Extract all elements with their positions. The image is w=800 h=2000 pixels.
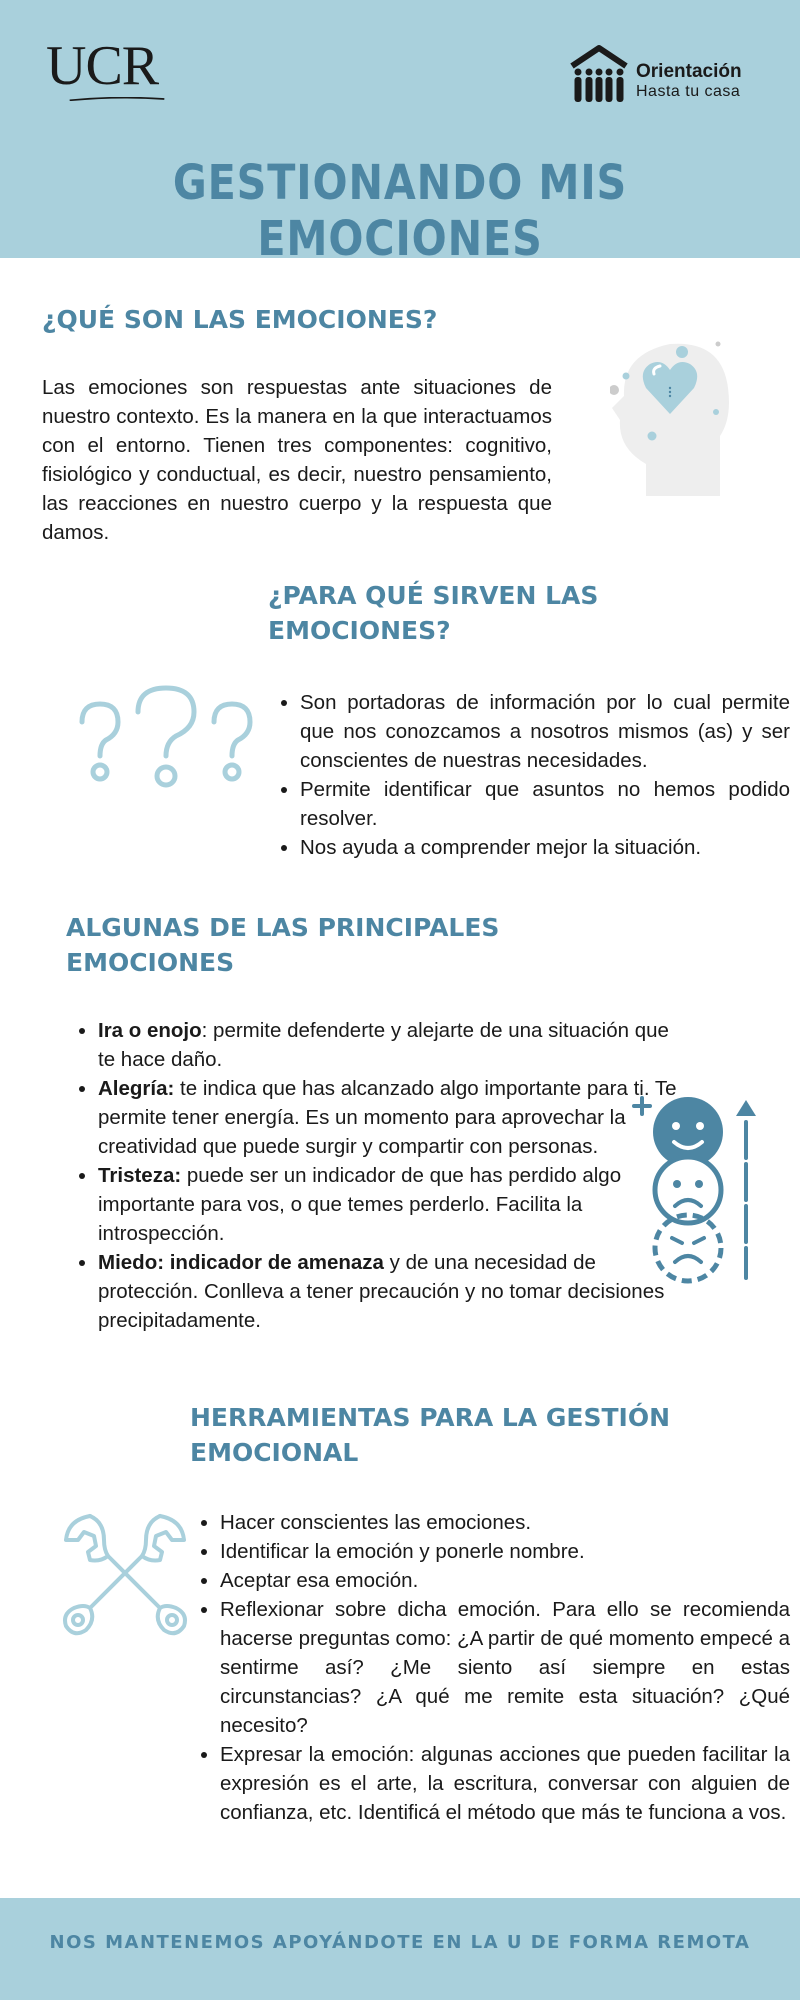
- orientacion-brand: [636, 62, 742, 100]
- emotion-description: : permite defenderte y alejarte de una situación que te hace daño.: [98, 1019, 669, 1071]
- list-item: [98, 1161, 678, 1248]
- head-heart-icon: [610, 336, 740, 506]
- question-marks-icon: [76, 684, 266, 794]
- list-item: • Son portadoras de información por lo cual permite que nos conozcamos a nosotros mismos (as) y ser conscientes de nuestras necesidades.: [300, 688, 790, 775]
- section-heading-what-are-emotions: ¿QUÉ SON LAS EMOCIONES?: [42, 305, 438, 334]
- section-paragraph: Las emociones son respuestas ante situaciones de nuestro contexto. Es la manera en la que interactuamos con el entorno. Tienen tres componentes: cognitivo, fisiológico y conductual, es decir, nuestro pensamiento, las reacciones en nuestro cuerpo y la respuesta que damos.: [42, 376, 552, 544]
- list-item: • Identificar la emoción y ponerle nombre.: [220, 1537, 790, 1566]
- heading-line: HERRAMIENTAS PARA LA GESTIÓN: [190, 1403, 670, 1432]
- list-item: • Reflexionar sobre dicha emoción. Para ello se recomienda hacerse preguntas como: ¿A partir de qué momento empecé a sentirme así? ¿Me siento así siempre en estas circunstancias? ¿A qué me remite esta situación? ¿Qué necesito?: [220, 1595, 790, 1740]
- list-item: • Aceptar esa emoción.: [220, 1566, 790, 1595]
- ucr-logo-swoosh: [46, 97, 188, 101]
- heading-line: EMOCIONES: [66, 948, 235, 977]
- list-item: • Nos ayuda a comprender mejor la situación.: [300, 833, 790, 862]
- heading-line: ¿PARA QUÉ SIRVEN LAS: [268, 581, 599, 610]
- heading-line: EMOCIONAL: [190, 1438, 359, 1467]
- emotions-list: [68, 1016, 678, 1335]
- list-item: [98, 1016, 678, 1074]
- emotion-name: Miedo: indicador de amenaza: [98, 1251, 384, 1274]
- list-item: • Expresar la emoción: algunas acciones que pueden facilitar la expresión es el arte, la escritura, conversar con alguien de confianza, etc. Identificá el método que más te funciona a vos.: [220, 1740, 790, 1827]
- emotion-description: puede ser un indicador de que has perdido algo importante para vos, o que temes perderlo. Facilita la introspección.: [98, 1164, 622, 1245]
- emotion-description: te indica que has alcanzado algo importante para ti. Te permite tener energía. Es un momento para aprovechar la creatividad que puede surgir y compartir con personas.: [98, 1077, 677, 1158]
- purpose-list: [270, 688, 790, 862]
- section-heading-main-emotions: [66, 910, 499, 980]
- list-item: [98, 1074, 678, 1161]
- ucr-logo: UCR: [46, 35, 159, 97]
- emotion-name: Alegría:: [98, 1077, 175, 1100]
- list-item: [98, 1248, 678, 1335]
- list-item: • Hacer conscientes las emociones.: [220, 1508, 790, 1537]
- section-heading-purpose-of-emotions: [268, 578, 598, 648]
- footer-text: NOS MANTENEMOS APOYÁNDOTE EN LA U DE FORMA REMOTA: [49, 1932, 751, 1953]
- brand-subtitle: Hasta tu casa: [636, 82, 741, 100]
- emotion-name: Tristeza:: [98, 1164, 182, 1187]
- tools-icon: [60, 1510, 190, 1640]
- heading-line: ALGUNAS DE LAS PRINCIPALES: [66, 913, 500, 942]
- tools-list: [190, 1508, 790, 1827]
- brand-name: Orientación: [636, 61, 742, 82]
- emotion-name: Ira o enojo: [98, 1019, 202, 1042]
- page-title: GESTIONANDO MIS EMOCIONES: [172, 155, 628, 267]
- orientacion-logo-icon: [570, 44, 628, 106]
- emotion-description: y de una necesidad de protección. Conlleva a tener precaución y no tomar decisiones precipitadamente.: [98, 1251, 665, 1332]
- emotion-scale-icon: [630, 1094, 760, 1284]
- list-item: • Permite identificar que asuntos no hemos podido resolver.: [300, 775, 790, 833]
- heading-line: EMOCIONES?: [268, 616, 451, 645]
- section-heading-tools: [190, 1400, 670, 1470]
